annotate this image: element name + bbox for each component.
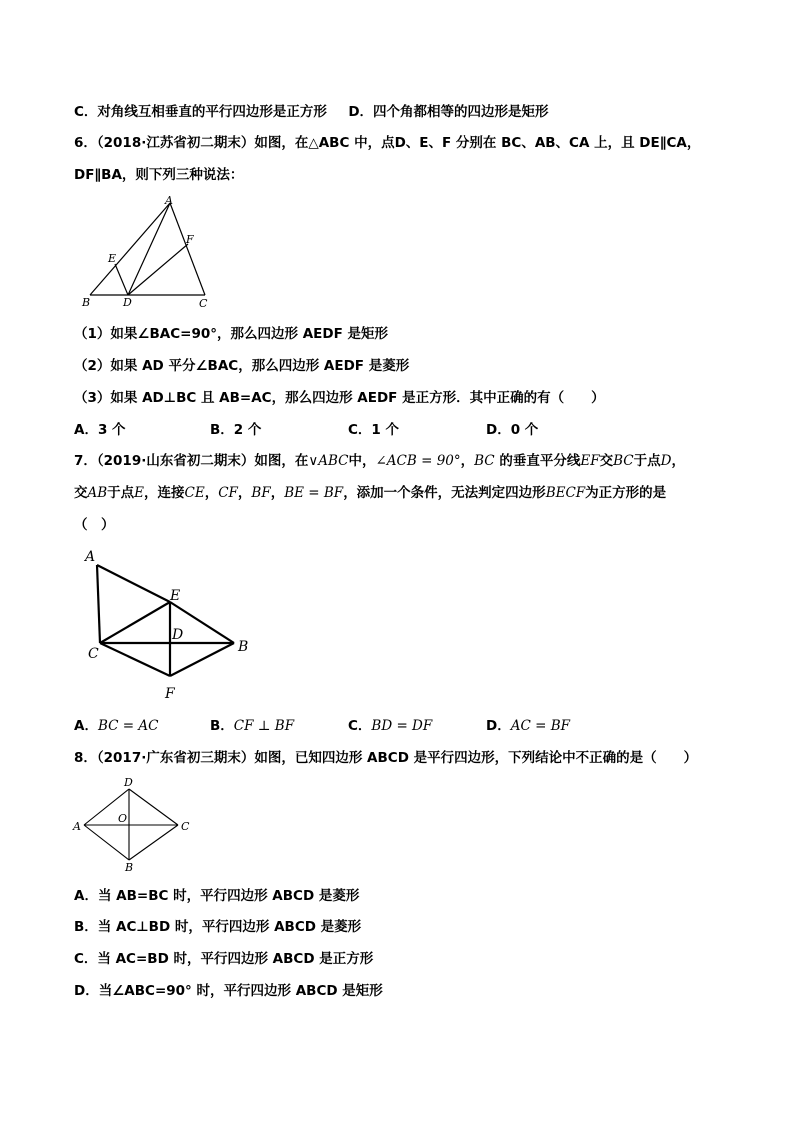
- q7-math-e: E: [134, 485, 145, 501]
- q6-label-a: A: [165, 194, 173, 207]
- q7-text: ，: [204, 485, 219, 501]
- q7-text: ，: [460, 453, 475, 469]
- q6-option-b: B．2 个: [210, 422, 262, 438]
- q7-math-ef: EF: [580, 453, 600, 469]
- q7-text: 交: [74, 485, 88, 501]
- q7-text: ，: [237, 485, 252, 501]
- q6-option-d: D．0 个: [486, 422, 539, 438]
- q7-label-f: F: [165, 686, 175, 702]
- q6-figure: [80, 192, 220, 312]
- q7-stem-line1: [74, 452, 685, 470]
- q7-label-e: E: [170, 588, 181, 604]
- q7-math-triangle: ∨ABC: [308, 453, 349, 469]
- q7-math-bc: BC: [613, 453, 634, 469]
- q7-math-d: D: [660, 453, 672, 469]
- q7-option-b: [210, 717, 294, 735]
- q6-statement-2: （2）如果 AD 平分∠BAC，那么四边形 AEDF 是菱形: [74, 358, 410, 374]
- q7-text: ，: [270, 485, 285, 501]
- q7-label-a: A: [85, 549, 96, 565]
- q6-stem-line1: 6．（2018·江苏省初二期末）如图，在△ABC 中，点D、E、F 分别在 BC、AB、CA 上，且 DE∥CA，: [74, 135, 701, 151]
- q6-statement-3: （3）如果 AD⊥BC 且 AB=AC，那么四边形 AEDF 是正方形．其中正确的有（ ）: [74, 390, 605, 406]
- q7-math-bc: BC: [474, 453, 495, 469]
- q7-option-letter: D．: [486, 718, 511, 734]
- q7-option-letter: C．: [348, 718, 372, 734]
- q8-stem: 8．（2017·广东省初三期末）如图，已知四边形 ABCD 是平行四边形，下列结论中不正确的是（ ）: [74, 750, 698, 766]
- q7-option-expr: AC = BF: [510, 718, 570, 734]
- q7-option-expr: BC = AC: [97, 718, 159, 734]
- q7-text: 中，: [348, 453, 376, 469]
- q7-text: 的垂直平分线: [494, 453, 581, 469]
- q7-text: 交: [599, 453, 614, 469]
- q7-math-cf: CF: [218, 485, 238, 501]
- q7-option-d: [486, 717, 570, 735]
- q7-math-ce: CE: [184, 485, 205, 501]
- q7-figure: [82, 545, 257, 705]
- q7-text: 于点: [107, 485, 135, 501]
- q7-text: ，: [671, 453, 685, 469]
- q5-option-c: C．对角线互相垂直的平行四边形是正方形: [74, 104, 327, 120]
- q7-label-c: C: [88, 646, 99, 662]
- q6-label-b: B: [82, 296, 91, 309]
- q8-label-a: A: [73, 820, 81, 833]
- q7-label-d: D: [172, 627, 184, 643]
- q5-option-d: D．四个角都相等的四边形是矩形: [348, 104, 549, 120]
- q7-text: ，添加一个条件，无法判定四边形: [343, 485, 546, 501]
- q7-math-becf: BECF: [545, 485, 586, 501]
- q8-figure: [70, 773, 200, 873]
- q7-text: 于点: [633, 453, 661, 469]
- q8-option-b: B．当 AC⊥BD 时，平行四边形 ABCD 是菱形: [74, 919, 362, 935]
- q7-option-c: [348, 717, 432, 735]
- q6-label-d: D: [123, 296, 132, 309]
- q7-option-expr: CF ⊥ BF: [233, 718, 295, 734]
- q6-label-f: F: [186, 233, 194, 246]
- q7-math-ab: AB: [87, 485, 108, 501]
- q6-stem-line2: DF∥BA，则下列三种说法：: [74, 167, 244, 183]
- q7-math-bf: BF: [251, 485, 271, 501]
- q8-label-o: O: [118, 812, 128, 825]
- q8-label-b: B: [125, 861, 134, 874]
- q8-label-c: C: [181, 820, 190, 833]
- q7-stem-line3: （ ）: [74, 517, 115, 533]
- q5-options-row: [74, 103, 549, 121]
- q7-text: 7．（2019·山东省初二期末）如图，在: [74, 453, 309, 469]
- q6-option-c: C．1 个: [348, 422, 400, 438]
- q8-option-d: D．当∠ABC=90° 时，平行四边形 ABCD 是矩形: [74, 983, 383, 999]
- q6-statement-1: （1）如果∠BAC=90°，那么四边形 AEDF 是矩形: [74, 326, 388, 342]
- q8-option-c: C．当 AC=BD 时，平行四边形 ABCD 是正方形: [74, 951, 374, 967]
- q7-text: 为正方形的是: [585, 485, 667, 501]
- q7-option-letter: A．: [74, 718, 98, 734]
- q7-math-angle: ∠ACB = 90°: [375, 453, 461, 469]
- q7-option-letter: B．: [210, 718, 234, 734]
- q7-option-a: [74, 717, 158, 735]
- q6-label-e: E: [108, 252, 117, 265]
- q7-option-expr: BD = DF: [371, 718, 433, 734]
- q7-math-be-eq-bf: BE = BF: [284, 485, 344, 501]
- q7-label-b: B: [238, 639, 249, 655]
- q8-label-d: D: [124, 776, 133, 789]
- q6-label-c: C: [199, 297, 208, 310]
- q7-stem-line2: [74, 484, 666, 502]
- q6-option-a: A．3 个: [74, 422, 126, 438]
- q8-option-a: A．当 AB=BC 时，平行四边形 ABCD 是菱形: [74, 888, 360, 904]
- q7-text: ，连接: [144, 485, 185, 501]
